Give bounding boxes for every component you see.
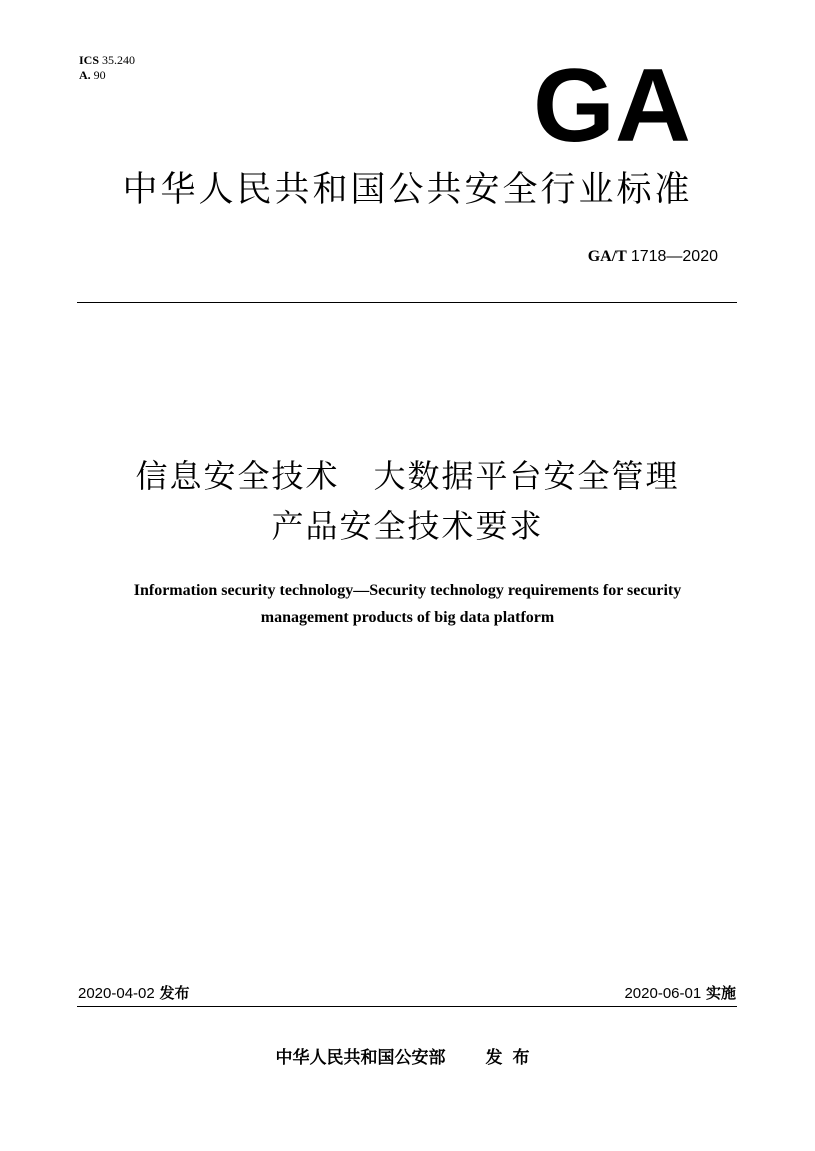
class-label: A.: [79, 68, 91, 82]
ga-logo-text: GA: [533, 63, 691, 143]
top-divider: [77, 302, 737, 303]
class-line: [79, 68, 135, 83]
title-en-line2: management products of big data platform: [260, 609, 555, 626]
ics-line: [79, 53, 135, 68]
class-code: 90: [93, 68, 106, 82]
standard-prefix: GA/T: [587, 248, 627, 265]
bottom-divider: [77, 1006, 737, 1007]
standard-code: 1718—2020: [630, 248, 718, 265]
publisher-action: 发布: [485, 1048, 540, 1068]
ics-classification: [79, 53, 135, 83]
title-cn-line2: 产品安全技术要求: [271, 507, 544, 545]
standard-number: [588, 247, 718, 267]
title-cn-line1: 信息安全技术 大数据平台安全管理: [135, 457, 680, 495]
issue-date: [78, 983, 190, 1004]
publisher: [0, 1046, 815, 1070]
title-en-line1: Information security technology—Security technology requirements for security: [133, 582, 682, 599]
org-title: 中华人民共和国公共安全行业标准: [122, 170, 693, 210]
impl-date-word: 实施: [705, 984, 736, 1002]
publisher-name: 中华人民共和国公安部: [275, 1048, 446, 1068]
ics-label: ICS: [79, 53, 100, 67]
impl-date-value: 2020-06-01: [624, 985, 702, 1002]
issue-date-value: 2020-04-02: [78, 985, 155, 1002]
ga-logo: [532, 63, 692, 143]
implementation-date: [624, 983, 736, 1004]
issue-date-word: 发布: [159, 984, 190, 1002]
ics-code: 35.240: [102, 53, 136, 67]
